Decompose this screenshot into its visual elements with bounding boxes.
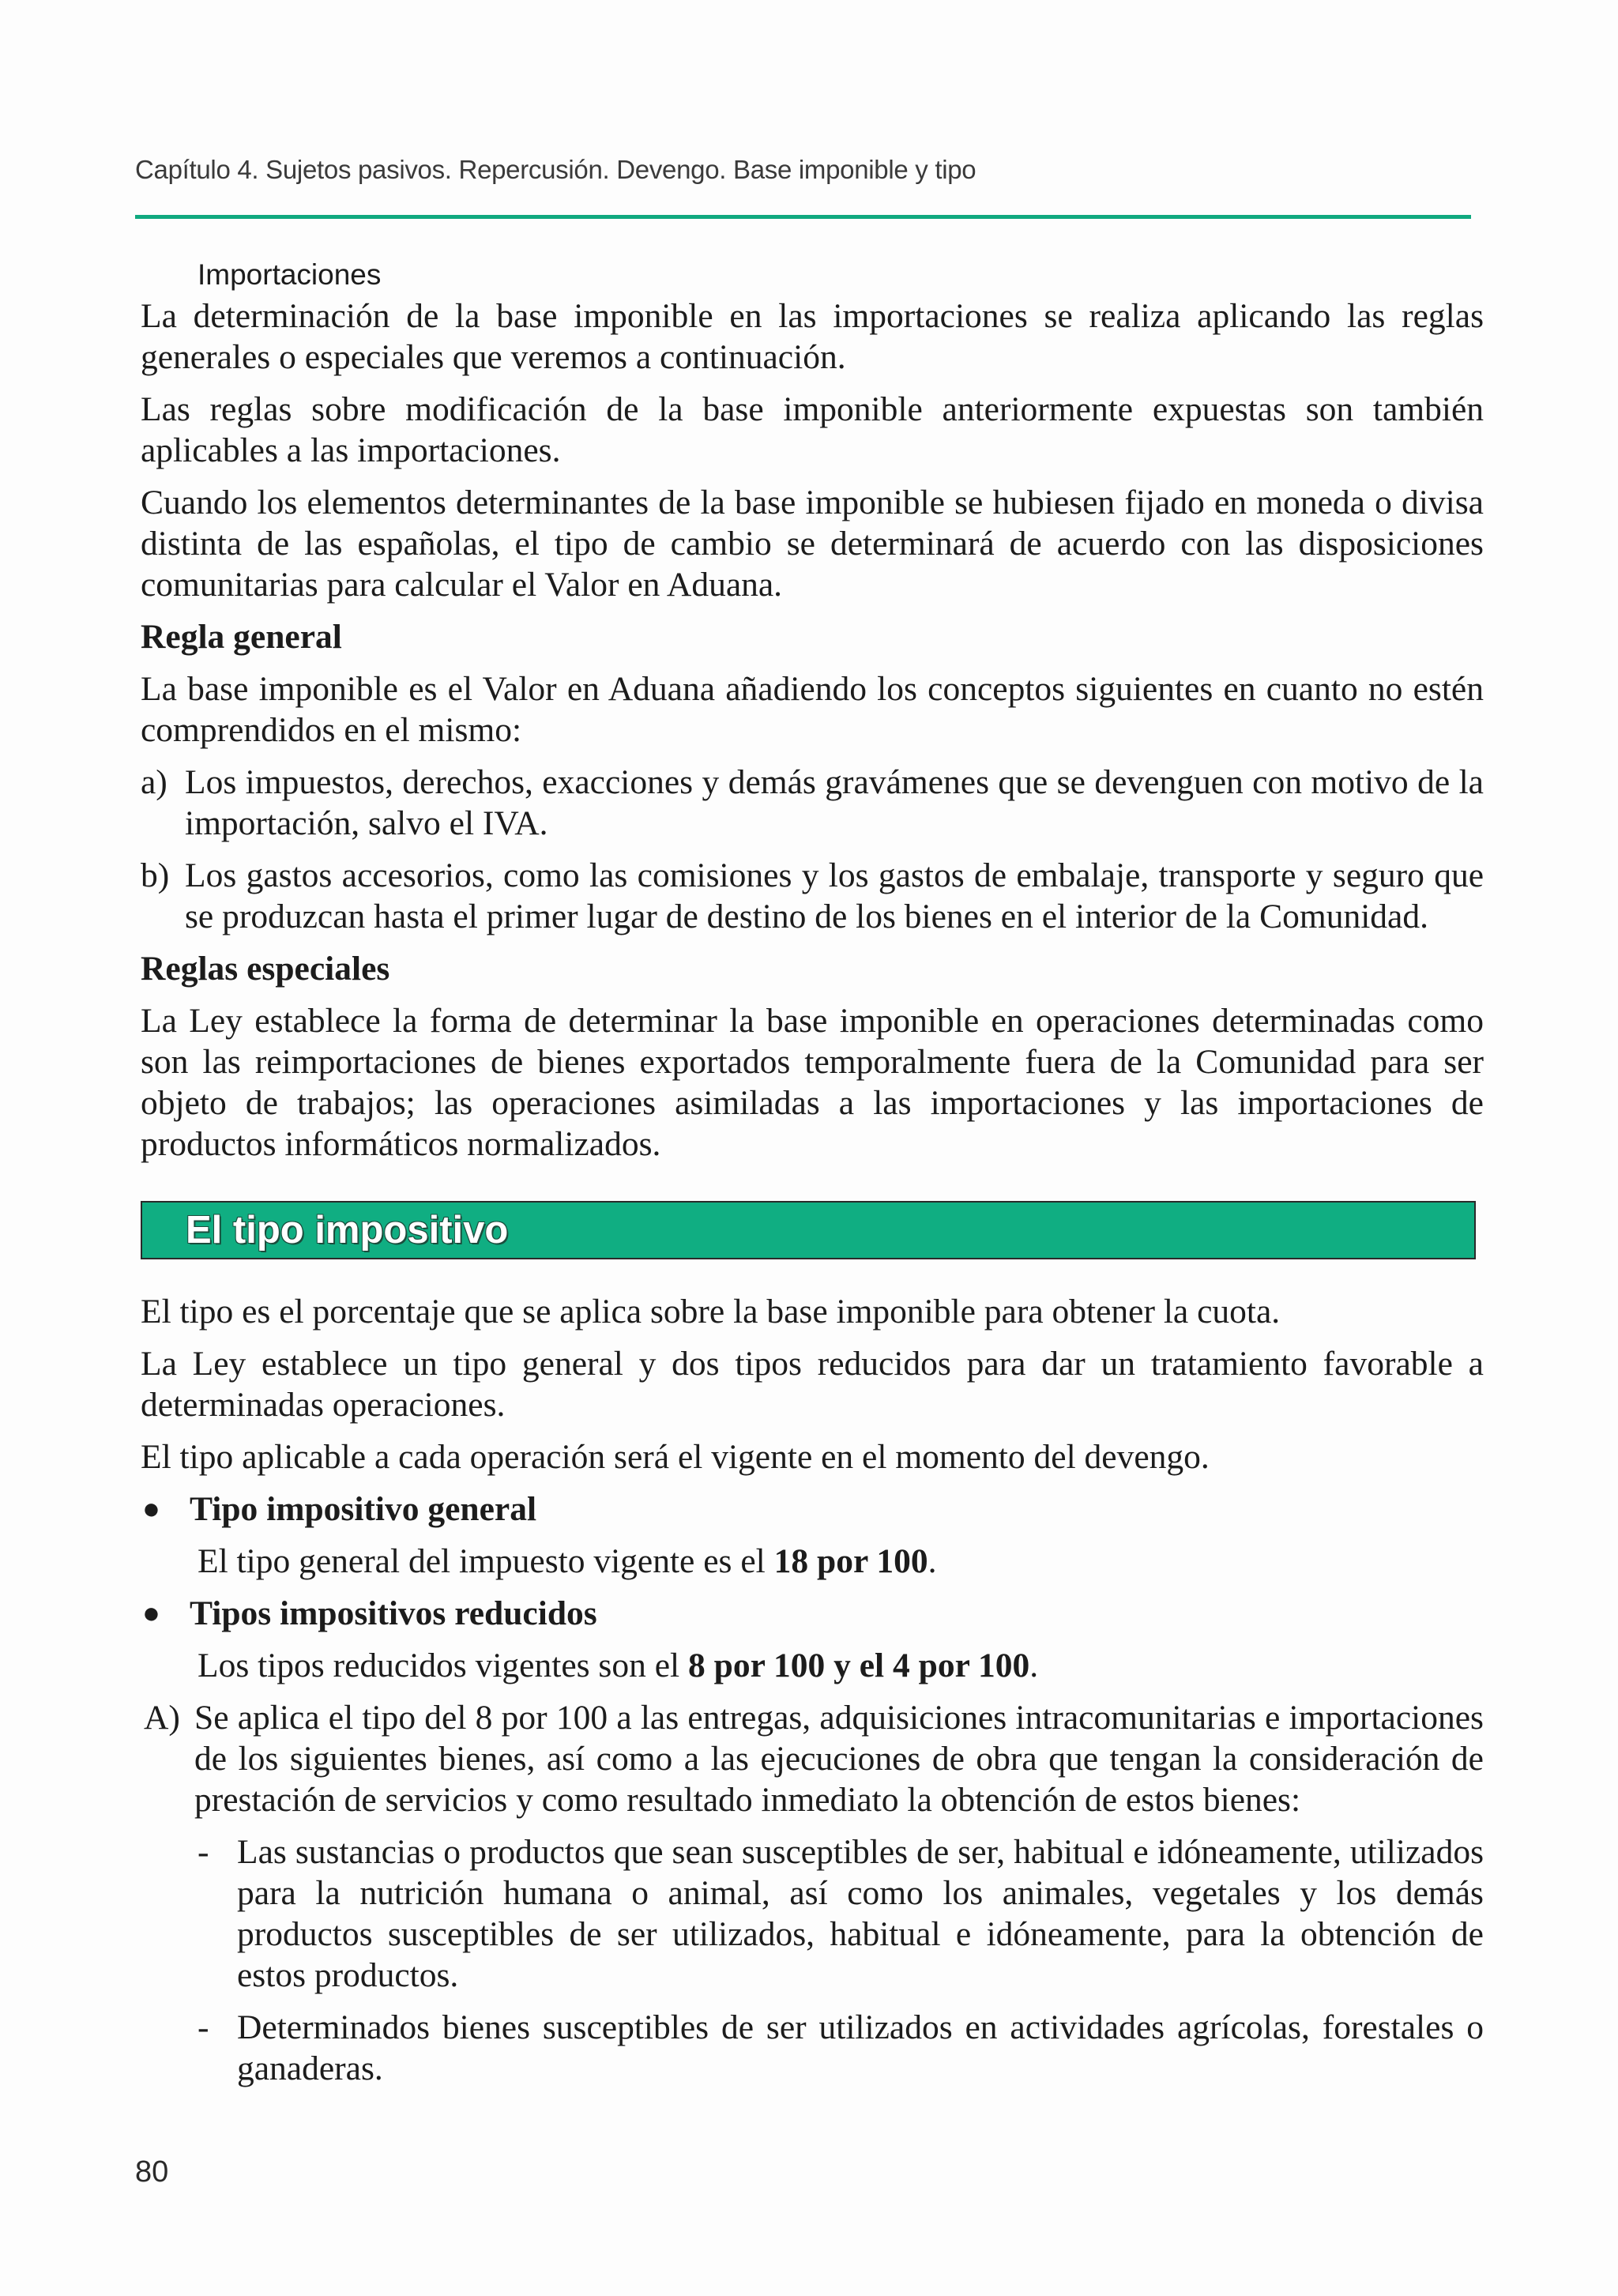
- dash-item-text: Determinados bienes susceptibles de ser utilizados en actividades agrícolas, forestales o ganaderas.: [237, 2008, 1484, 2087]
- importaciones-paragraph: Las reglas sobre modificación de la base imponible anteriormente expuestas son también aplicables a las importaciones.: [141, 390, 1484, 469]
- section-banner: [141, 1201, 1476, 1259]
- importaciones-paragraph: La determinación de la base imponible en las importaciones se realiza aplicando las reglas generales o especiales que veremos a continuación.: [141, 297, 1484, 376]
- bullet-body-emphasis: 8 por 100 y el 4 por 100: [688, 1647, 1030, 1684]
- tipo-paragraph: La Ley establece un tipo general y dos tipos reducidos para dar un tratamiento favorable a determinadas operaciones.: [141, 1345, 1484, 1424]
- bullet-item: [141, 1489, 1484, 1530]
- page-number: 80: [135, 2155, 169, 2189]
- list-item: [141, 855, 1484, 937]
- section-title: El tipo impositivo: [186, 1209, 509, 1252]
- running-header: Capítulo 4. Sujetos pasivos. Repercusión. Devengo. Base imponible y tipo: [135, 155, 976, 184]
- list-marker: a): [141, 763, 167, 801]
- dash-marker: -: [198, 1833, 209, 1871]
- list-marker: b): [141, 856, 170, 894]
- bullet-body: [198, 1541, 1484, 1582]
- bullet-icon: ●: [142, 1492, 160, 1526]
- dash-item: [194, 2007, 1484, 2089]
- list-item: [141, 762, 1484, 844]
- header-rule: [135, 215, 1471, 219]
- bullet-body-text: El tipo general del impuesto vigente es el: [198, 1542, 774, 1580]
- regla-general-heading: Regla general: [141, 618, 342, 656]
- list-item-text: Los impuestos, derechos, exacciones y demás gravámenes que se devenguen con motivo de la importación, salvo el IVA.: [185, 763, 1484, 842]
- list-item-text: Los gastos accesorios, como las comisiones y los gastos de embalaje, transporte y seguro que se produzcan hasta el primer lugar de destino de los bienes en el interior de la Comunidad.: [185, 856, 1484, 935]
- bullet-heading: Tipos impositivos reducidos: [190, 1594, 597, 1632]
- bullet-body-emphasis: 18 por 100: [773, 1542, 928, 1580]
- apartado-text: Se aplica el tipo del 8 por 100 a las entregas, adquisiciones intracomunitarias e importaciones de los siguientes bienes, así como a las ejecuciones de obra que tengan la consideración de prestación de servicios y como resultado inmediato la obtención de estos bienes:: [194, 1699, 1484, 1819]
- importaciones-heading: Importaciones: [198, 258, 382, 291]
- bullet-body-text: .: [928, 1542, 937, 1580]
- bullet-body-text: Los tipos reducidos vigentes son el: [198, 1647, 689, 1684]
- bullet-heading: Tipo impositivo general: [190, 1490, 537, 1528]
- dash-item: [194, 1831, 1484, 1996]
- dash-item-text: Las sustancias o productos que sean susceptibles de ser, habitual e idóneamente, utilizados para la nutrición humana o animal, así como los animales, vegetales y los demás productos susceptibles de ser utilizados, habitual e idóneamente, para la obtención de estos productos.: [237, 1833, 1484, 1994]
- bullet-item: [141, 1593, 1484, 1634]
- bullet-icon: ●: [142, 1597, 160, 1630]
- page-body: [141, 254, 1484, 2089]
- tipo-paragraph: El tipo aplicable a cada operación será el vigente en el momento del devengo.: [141, 1438, 1210, 1476]
- reglas-especiales-heading: Reglas especiales: [141, 950, 390, 988]
- bullet-body-text: .: [1029, 1647, 1039, 1684]
- importaciones-paragraph: Cuando los elementos determinantes de la base imponible se hubiesen fijado en moneda o divisa distinta de las españolas, el tipo de cambio se determinará de acuerdo con las disposiciones comunitarias para calcular el Valor en Aduana.: [141, 484, 1484, 604]
- reglas-especiales-paragraph: La Ley establece la forma de determinar la base imponible en operaciones determinadas como son las reimportaciones de bienes exportados temporalmente fuera de la Comunidad para ser objeto de trabajos; las operaciones asimiladas a las importaciones y las importaciones de productos informáticos normalizados.: [141, 1002, 1484, 1163]
- tipo-paragraph: El tipo es el porcentaje que se aplica sobre la base imponible para obtener la cuota.: [141, 1293, 1281, 1331]
- bullet-body: [198, 1645, 1484, 1686]
- dash-marker: -: [198, 2008, 209, 2046]
- apartado-marker: A): [144, 1699, 180, 1737]
- regla-general-intro: La base imponible es el Valor en Aduana añadiendo los conceptos siguientes en cuanto no estén comprendidos en el mismo:: [141, 670, 1484, 749]
- apartado-item: [141, 1697, 1484, 1820]
